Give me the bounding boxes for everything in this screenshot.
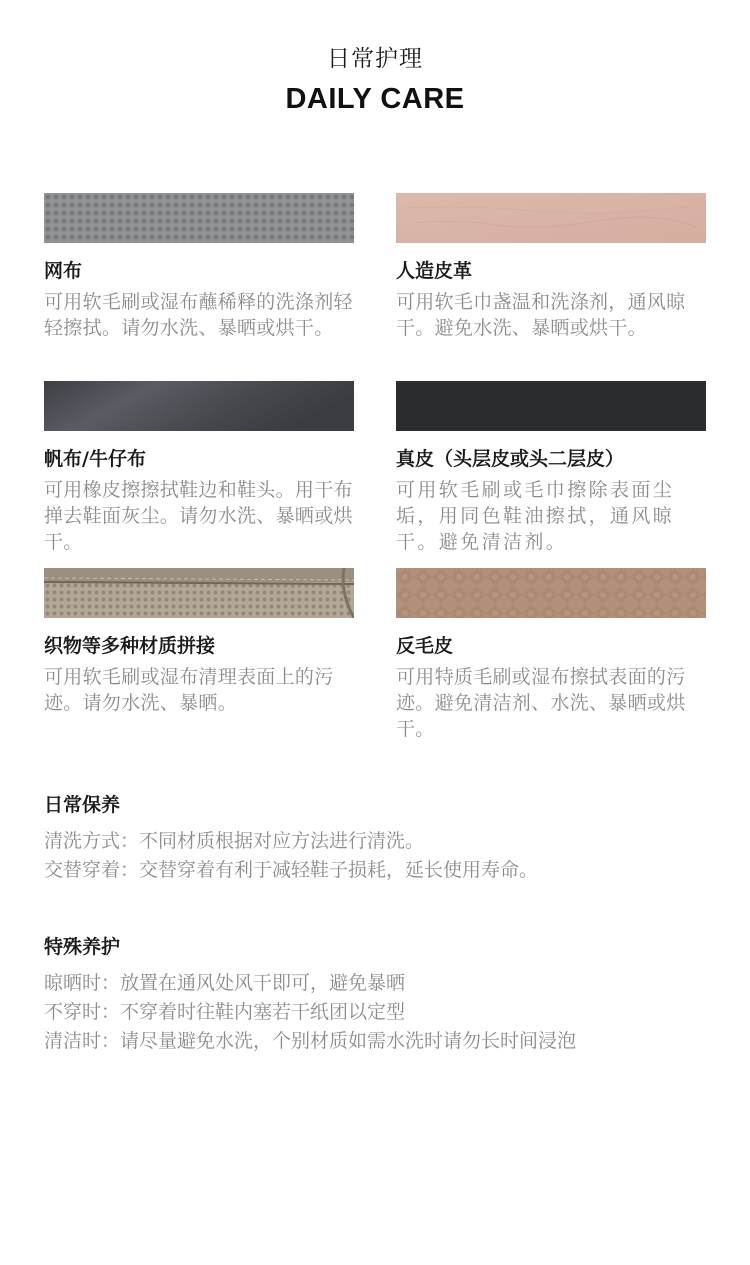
daily-care-section	[44, 791, 704, 885]
material-name: 真皮（头层皮或头二层皮）	[396, 448, 625, 470]
material-description: 可用软毛巾盏温和洗涤剂，通风晾干。避免水洗、暴晒或烘干。	[396, 291, 686, 339]
special-care-section	[44, 933, 704, 1056]
material-name: 织物等多种材质拼接	[44, 635, 216, 657]
material-card-leather	[396, 381, 706, 555]
material-description: 可用橡皮擦擦拭鞋边和鞋头。用干布掸去鞋面灰尘。请勿水洗、暴晒或烘干。	[44, 479, 353, 553]
section-title: 日常保养	[44, 794, 121, 816]
care-line: 不穿时：不穿着时往鞋内塞若干纸团以定型	[44, 1001, 406, 1023]
mixed-material-swatch	[44, 568, 354, 618]
care-line: 清洁时：请尽量避免水洗，个别材质如需水洗时请勿长时间浸泡	[44, 1030, 577, 1052]
care-line: 清洗方式：不同材质根据对应方法进行清洗。	[44, 830, 425, 852]
genuine-leather-swatch	[396, 381, 706, 431]
material-card-mixed	[44, 568, 354, 716]
material-name: 人造皮革	[396, 260, 473, 282]
material-name: 网布	[44, 260, 83, 282]
suede-swatch	[396, 568, 706, 618]
material-card-faux-leather	[396, 193, 706, 341]
material-description: 可用软毛刷或湿布蘸稀释的洗涤剂轻轻擦拭。请勿水洗、暴晒或烘干。	[44, 291, 353, 339]
canvas-denim-swatch	[44, 381, 354, 431]
page-title-chinese: 日常护理	[327, 46, 423, 72]
page-title-english: DAILY CARE	[285, 83, 465, 115]
material-description: 可用软毛刷或湿布清理表面上的污迹。请勿水洗、暴晒。	[44, 666, 334, 714]
material-description: 可用软毛刷或毛巾擦除表面尘垢，用同色鞋油擦拭，通风晾干。避免清洁剂。	[396, 479, 675, 553]
faux-leather-swatch	[396, 193, 706, 243]
care-line: 交替穿着：交替穿着有利于减轻鞋子损耗，延长使用寿命。	[44, 859, 539, 881]
section-title: 特殊养护	[44, 936, 121, 958]
mesh-fabric-swatch	[44, 193, 354, 243]
material-name: 反毛皮	[396, 635, 454, 657]
material-card-mesh	[44, 193, 354, 341]
care-line: 晾晒时：放置在通风处风干即可，避免暴晒	[44, 972, 406, 994]
material-name: 帆布/牛仔布	[44, 448, 146, 470]
material-card-suede	[396, 568, 706, 742]
material-card-canvas	[44, 381, 354, 555]
material-description: 可用特质毛刷或湿布擦拭表面的污迹。避免清洁剂、水洗、暴晒或烘干。	[396, 666, 686, 740]
